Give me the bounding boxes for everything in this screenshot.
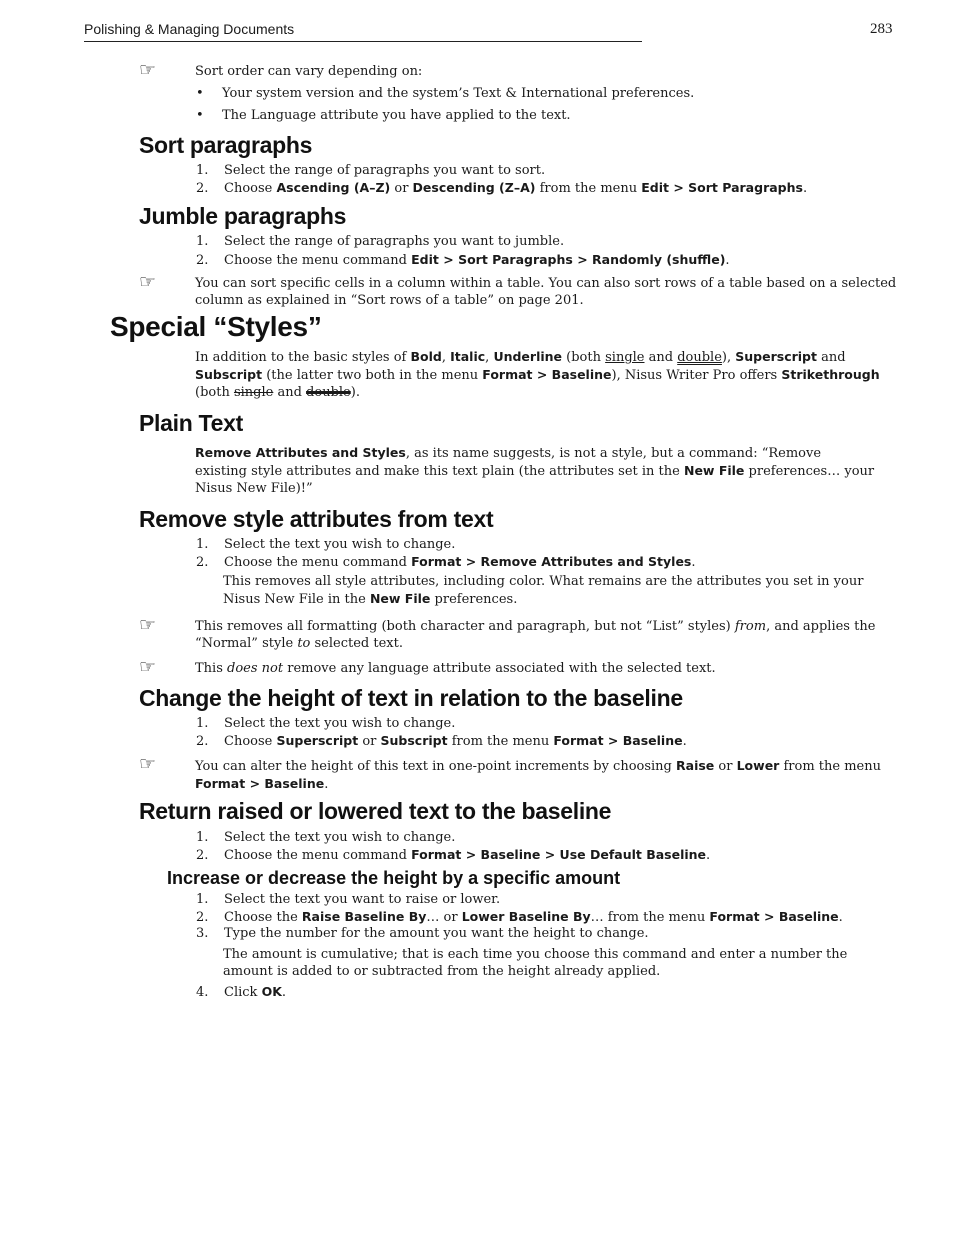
pointing-hand-icon: ☞: [139, 656, 157, 678]
step: 2. Choose the menu command Edit > Sort Paragraphs > Randomly (shuffle).: [196, 252, 730, 268]
step: 1. Select the range of paragraphs you want to jumble.: [196, 234, 565, 249]
step: 1. Select the text you want to raise or lower.: [196, 892, 501, 907]
menu-path: Format > Baseline: [553, 733, 683, 748]
list-item: • The Language attribute you have applied to the text.: [196, 108, 571, 123]
menu-path: Edit > Sort Paragraphs: [641, 180, 803, 195]
step: 1. Select the text you wish to change.: [196, 716, 456, 731]
special-styles-paragraph: In addition to the basic styles of Bold, Italic, Underline (both single and double), Superscript and Subscript (the latter two both in the menu Format > Baseline), Nisus Writer Pro offers Strikethrough (both single and double).: [195, 349, 880, 400]
heading-increase-decrease: Increase or decrease the height by a specific amount: [167, 868, 621, 888]
page-number: 283: [870, 21, 893, 37]
running-header: [84, 20, 893, 42]
step: 2. Choose Ascending (A–Z) or Descending (Z–A) from the menu Edit > Sort Paragraphs.: [196, 180, 808, 196]
step: 1. Select the text you wish to change.: [196, 830, 456, 845]
plain-text-paragraph: Remove Attributes and Styles, as its name suggests, is not a style, but a command: “Remove existing style attributes and make this text plain (the attributes set in the New File preferences… your Nisus New File)!”: [195, 445, 875, 496]
raise-lower-note: You can alter the height of this text in one-point increments by choosing Raise or Lower from the menu Format > Baseline.: [195, 758, 881, 792]
remove-style-explanation: This removes all style attributes, including color. What remains are the attributes you set in your Nisus New File in the New File preferences.: [223, 574, 864, 607]
pointing-hand-icon: ☞: [139, 753, 157, 775]
pointing-hand-icon: ☞: [139, 614, 157, 636]
heading-remove-style-attributes: Remove style attributes from text: [139, 506, 494, 532]
step: 2. Choose the Raise Baseline By… or Lower Baseline By… from the menu Format > Baseline.: [196, 909, 843, 925]
cumulative-explanation: The amount is cumulative; that is each time you choose this command and enter a number the amount is added to or subtracted from the height already applied.: [223, 947, 848, 979]
pointing-hand-icon: ☞: [139, 59, 157, 81]
heading-sort-paragraphs: Sort paragraphs: [139, 132, 313, 158]
language-attribute-note: This does not remove any language attribute associated with the selected text.: [195, 661, 716, 676]
step: 1. Select the text you wish to change.: [196, 537, 456, 552]
menu-path: Format > Baseline: [709, 909, 839, 924]
header-title: Polishing & Managing Documents: [84, 21, 295, 37]
step: 4. Click OK.: [196, 984, 287, 1000]
remove-formatting-note: This removes all formatting (both character and paragraph, but not “List” styles) from, and applies the “Normal” style to selected text.: [195, 619, 876, 651]
heading-return-baseline: Return raised or lowered text to the baseline: [139, 798, 612, 824]
heading-change-height: Change the height of text in relation to the baseline: [139, 685, 683, 711]
bullet: •: [196, 86, 204, 101]
step: 3. Type the number for the amount you want the height to change.: [196, 926, 649, 941]
bullet: •: [196, 108, 204, 123]
sort-order-note: Sort order can vary depending on:: [195, 64, 423, 79]
step: 1. Select the range of paragraphs you want to sort.: [196, 163, 546, 178]
menu-item-ascending: Ascending (A–Z): [276, 180, 391, 195]
menu-path: Format > Remove Attributes and Styles: [411, 554, 692, 569]
pointing-hand-icon: ☞: [139, 271, 157, 293]
step: 2. Choose the menu command Format > Baseline > Use Default Baseline.: [196, 847, 711, 863]
step: 2. Choose Superscript or Subscript from the menu Format > Baseline.: [196, 733, 687, 749]
heading-jumble-paragraphs: Jumble paragraphs: [139, 203, 347, 229]
heading-special-styles: Special “Styles”: [110, 311, 322, 342]
menu-path: Format > Baseline > Use Default Baseline: [411, 847, 707, 862]
ok-button-label: OK: [261, 984, 282, 999]
table-sort-note: You can sort specific cells in a column within a table. You can also sort rows of a table based on a selected column as explained in “Sort rows of a table” on page 201.: [195, 276, 897, 308]
list-item: • Your system version and the system’s Text & International preferences.: [196, 86, 695, 101]
step: 2. Choose the menu command Format > Remove Attributes and Styles.: [196, 554, 696, 570]
menu-item-descending: Descending (Z–A): [412, 180, 536, 195]
menu-path: Edit > Sort Paragraphs > Randomly (shuffle): [411, 252, 726, 267]
heading-plain-text: Plain Text: [139, 410, 243, 436]
